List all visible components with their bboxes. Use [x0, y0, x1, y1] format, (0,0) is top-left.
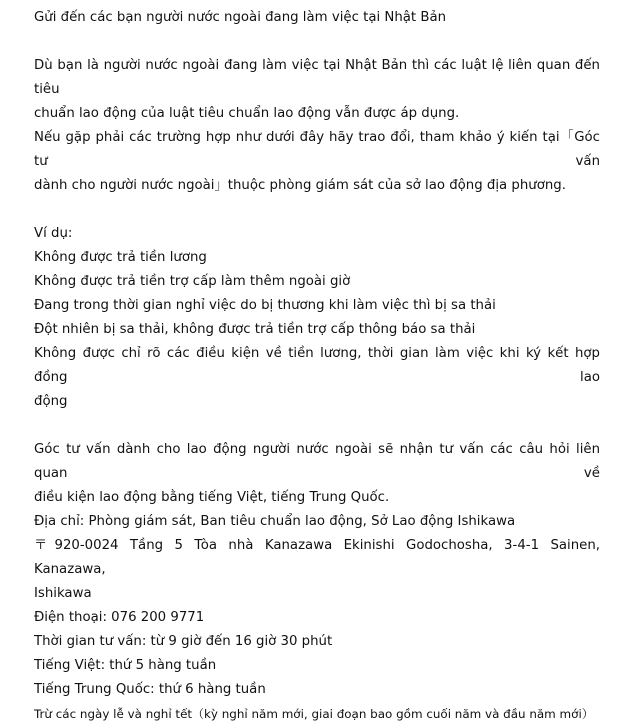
consult-line: Góc tư vấn dành cho lao động người nước ngoài sẽ nhận tư vấn các câu hỏi liên quan về [34, 442, 600, 481]
holidays-line: Trừ các ngày lễ và nghỉ tết（kỳ nghỉ năm mới, giai đoạn bao gồm cuối năm và đầu năm mới） [34, 707, 594, 721]
example-item: Không được trả tiền lương [34, 250, 207, 265]
postal-address-line: Ishikawa [34, 586, 92, 601]
intro-line: Dù bạn là người nước ngoài đang làm việc tại Nhật Bản thì các luật lệ liên quan đến tiêu [34, 58, 600, 97]
chinese-schedule-line: Tiếng Trung Quốc: thứ 6 hàng tuần [34, 682, 266, 697]
example-item: Đột nhiên bị sa thải, không được trả tiền trợ cấp thông báo sa thải [34, 322, 476, 337]
spacer [34, 414, 600, 438]
hours-line: Thời gian tư vấn: từ 9 giờ đến 16 giờ 30 phút [34, 634, 333, 649]
example-item: Đang trong thời gian nghỉ việc do bị thương khi làm việc thì bị sa thải [34, 298, 496, 313]
address-line: Địa chỉ: Phòng giám sát, Ban tiêu chuẩn lao động, Sở Lao động Ishikawa [34, 514, 516, 529]
postal-address-line: 〒920-0024 Tầng 5 Tòa nhà Kanazawa Ekinishi Godochosha, 3-4-1 Sainen, Kanazawa, [34, 538, 600, 577]
intro-line: chuẩn lao động của luật tiêu chuẩn lao động vẫn được áp dụng. [34, 106, 460, 121]
examples-heading: Ví dụ: [34, 226, 73, 241]
greeting-line: Gửi đến các bạn người nước ngoài đang làm việc tại Nhật Bản [34, 10, 447, 25]
example-item: Không được chỉ rõ các điều kiện về tiền lương, thời gian làm việc khi ký kết hợp đồng lao [34, 346, 600, 385]
intro-line: Nếu gặp phải các trường hợp như dưới đây hãy trao đổi, tham khảo ý kiến tại「Góc tư vấn [34, 130, 600, 169]
consult-line: điều kiện lao động bằng tiếng Việt, tiếng Trung Quốc. [34, 490, 390, 505]
document-body [34, 6, 600, 726]
vietnamese-schedule-line: Tiếng Việt: thứ 5 hàng tuần [34, 658, 217, 673]
spacer [34, 30, 600, 54]
spacer [34, 198, 600, 222]
example-item: động [34, 394, 68, 409]
example-item: Không được trả tiền trợ cấp làm thêm ngoài giờ [34, 274, 351, 289]
phone-line: Điện thoại: 076 200 9771 [34, 610, 205, 625]
intro-line: dành cho người nước ngoài」thuộc phòng giám sát của sở lao động địa phương. [34, 178, 566, 193]
